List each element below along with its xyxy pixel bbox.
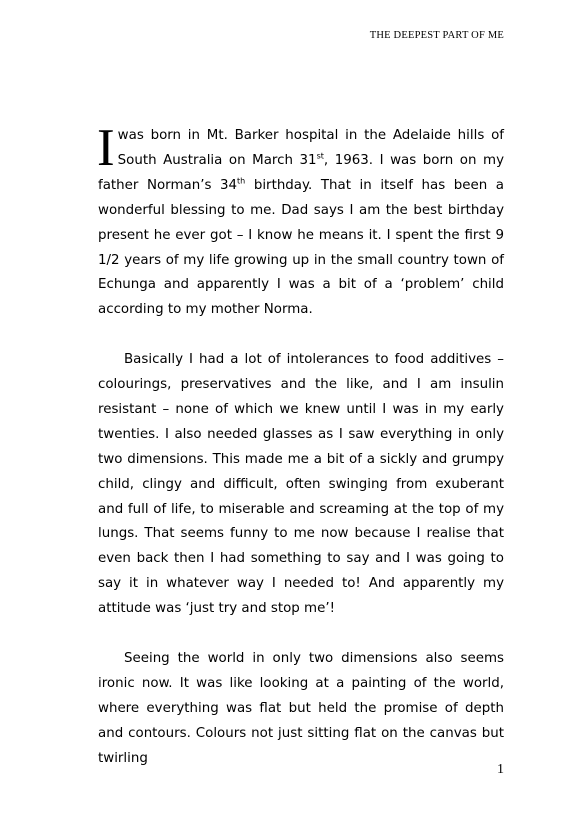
paragraph-1 bbox=[97, 119, 505, 323]
paragraph-3: Seeing the world in only two dimensions also seems ironic now. It was like looking at a painting of the world, where everything was flat but held the promise of depth and contours. Colours not just sitting flat on the canvas but twirling bbox=[98, 651, 504, 766]
ordinal-suffix-th: th bbox=[237, 176, 246, 186]
paragraph-1-text-a: was born in Mt. Barker hospital in the Adelaide hills of South Australia on March 31 bbox=[117, 128, 504, 168]
paragraph-1-text-b: , 1963. I was born on my father Norman’s 34 bbox=[98, 152, 505, 193]
paragraph-1-text-c: birthday. That in itself has been a wonderful blessing to me. Dad says I am the best birthday present he ever got – I know he means it. I spent the first 9 1/2 years of my life growing up in the small country town of Echunga and apparently I was a bit of a ‘problem’ child according to my mother Norma. bbox=[98, 177, 504, 318]
page-number: 1 bbox=[497, 762, 504, 777]
page-body-text bbox=[97, 119, 505, 772]
drop-cap-letter: I bbox=[97, 119, 115, 177]
ordinal-suffix-st: st bbox=[316, 151, 324, 161]
paragraph-2: Basically I had a lot of intolerances to food additives – colourings, preservatives and the like, and I am insulin resistant – none of which we knew until I was in my early twenties. I also needed glasses as I saw everything in only two dimensions. This made me a bit of a sickly and grumpy child, clingy and difficult, often swinging from exuberant and full of life, to miserable and screaming at the top of my lungs. That seems funny to me now because I realise that even back then I had something to say and I was going to say it in whatever way I needed to! And apparently my attitude was ‘just try and stop me’! bbox=[98, 352, 504, 617]
running-header-title: THE DEEPEST PART OF ME bbox=[369, 30, 504, 41]
